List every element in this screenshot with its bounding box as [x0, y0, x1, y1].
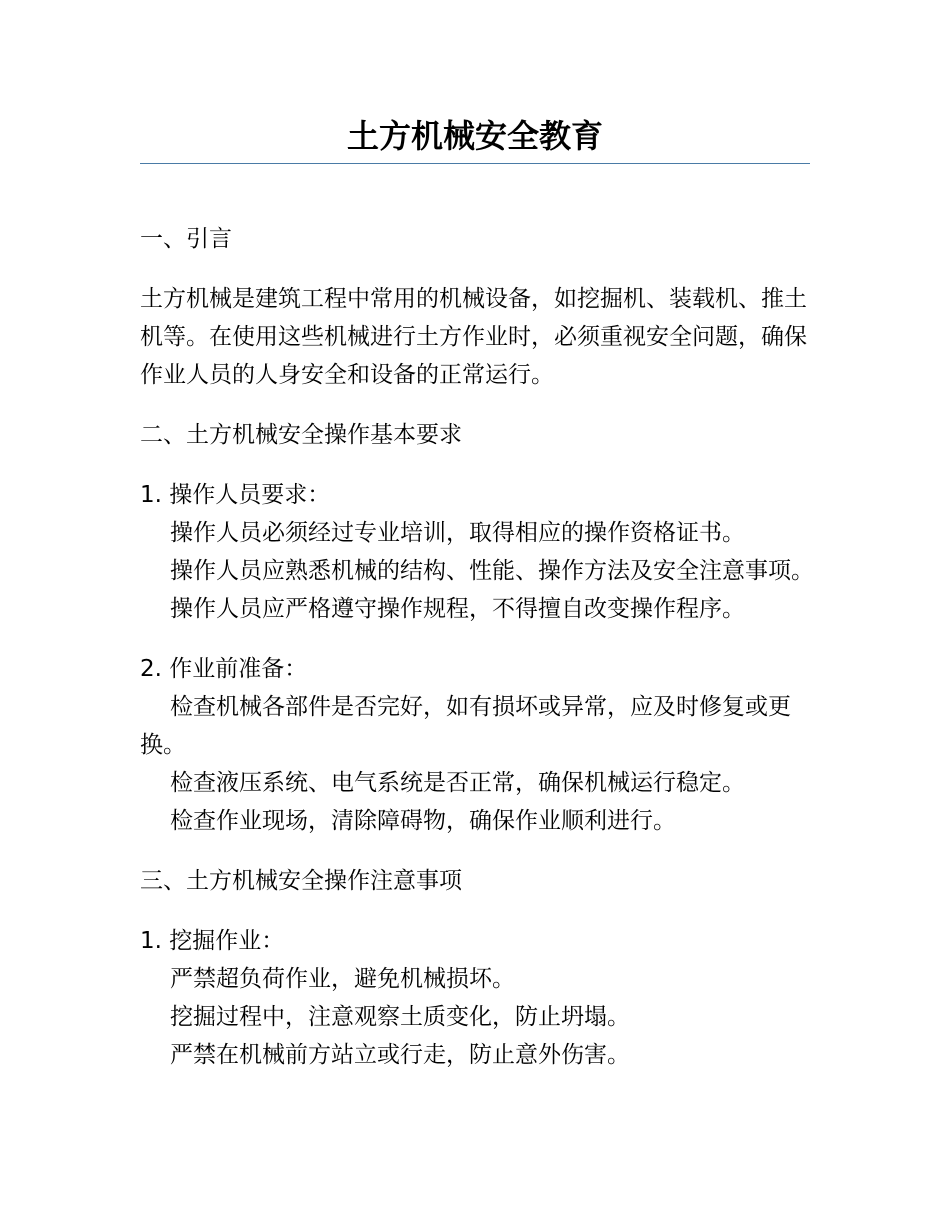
list-item: 严禁在机械前方站立或行走，防止意外伤害。	[170, 1042, 630, 1068]
page-title: 土方机械安全教育	[346, 117, 603, 155]
section-heading-basic-requirements: 二、土方机械安全操作基本要求	[140, 422, 462, 448]
list-item: 操作人员应熟悉机械的结构、性能、操作方法及安全注意事项。	[170, 558, 814, 584]
document-body	[140, 220, 820, 1096]
section-heading-introduction: 一、引言	[140, 226, 232, 252]
subsection-title: 2. 作业前准备：	[140, 656, 308, 682]
list-item: 操作人员应严格遵守操作规程，不得擅自改变操作程序。	[170, 596, 745, 622]
subsection-operator-requirements	[140, 476, 820, 628]
list-item: 检查液压系统、电气系统是否正常，确保机械运行稳定。	[170, 770, 745, 796]
subsection-excavation	[140, 922, 820, 1074]
subsection-title: 1. 操作人员要求：	[140, 482, 331, 508]
section-heading-precautions: 三、土方机械安全操作注意事项	[140, 868, 462, 894]
list-item: 严禁超负荷作业，避免机械损坏。	[170, 966, 515, 992]
title-divider	[140, 163, 810, 164]
list-item: 操作人员必须经过专业培训，取得相应的操作资格证书。	[170, 520, 745, 546]
list-item: 挖掘过程中，注意观察土质变化，防止坍塌。	[170, 1004, 630, 1030]
subsection-pre-work-preparation	[140, 650, 820, 840]
list-item: 检查作业现场，清除障碍物，确保作业顺利进行。	[170, 808, 676, 834]
list-item: 检查机械各部件是否完好，如有损坏或异常，应及时修复或更换。	[140, 694, 791, 758]
introduction-paragraph: 土方机械是建筑工程中常用的机械设备，如挖掘机、装载机、推土机等。在使用这些机械进行土方作业时，必须重视安全问题，确保作业人员的人身安全和设备的正常运行。	[140, 286, 807, 388]
subsection-title: 1. 挖掘作业：	[140, 928, 285, 954]
